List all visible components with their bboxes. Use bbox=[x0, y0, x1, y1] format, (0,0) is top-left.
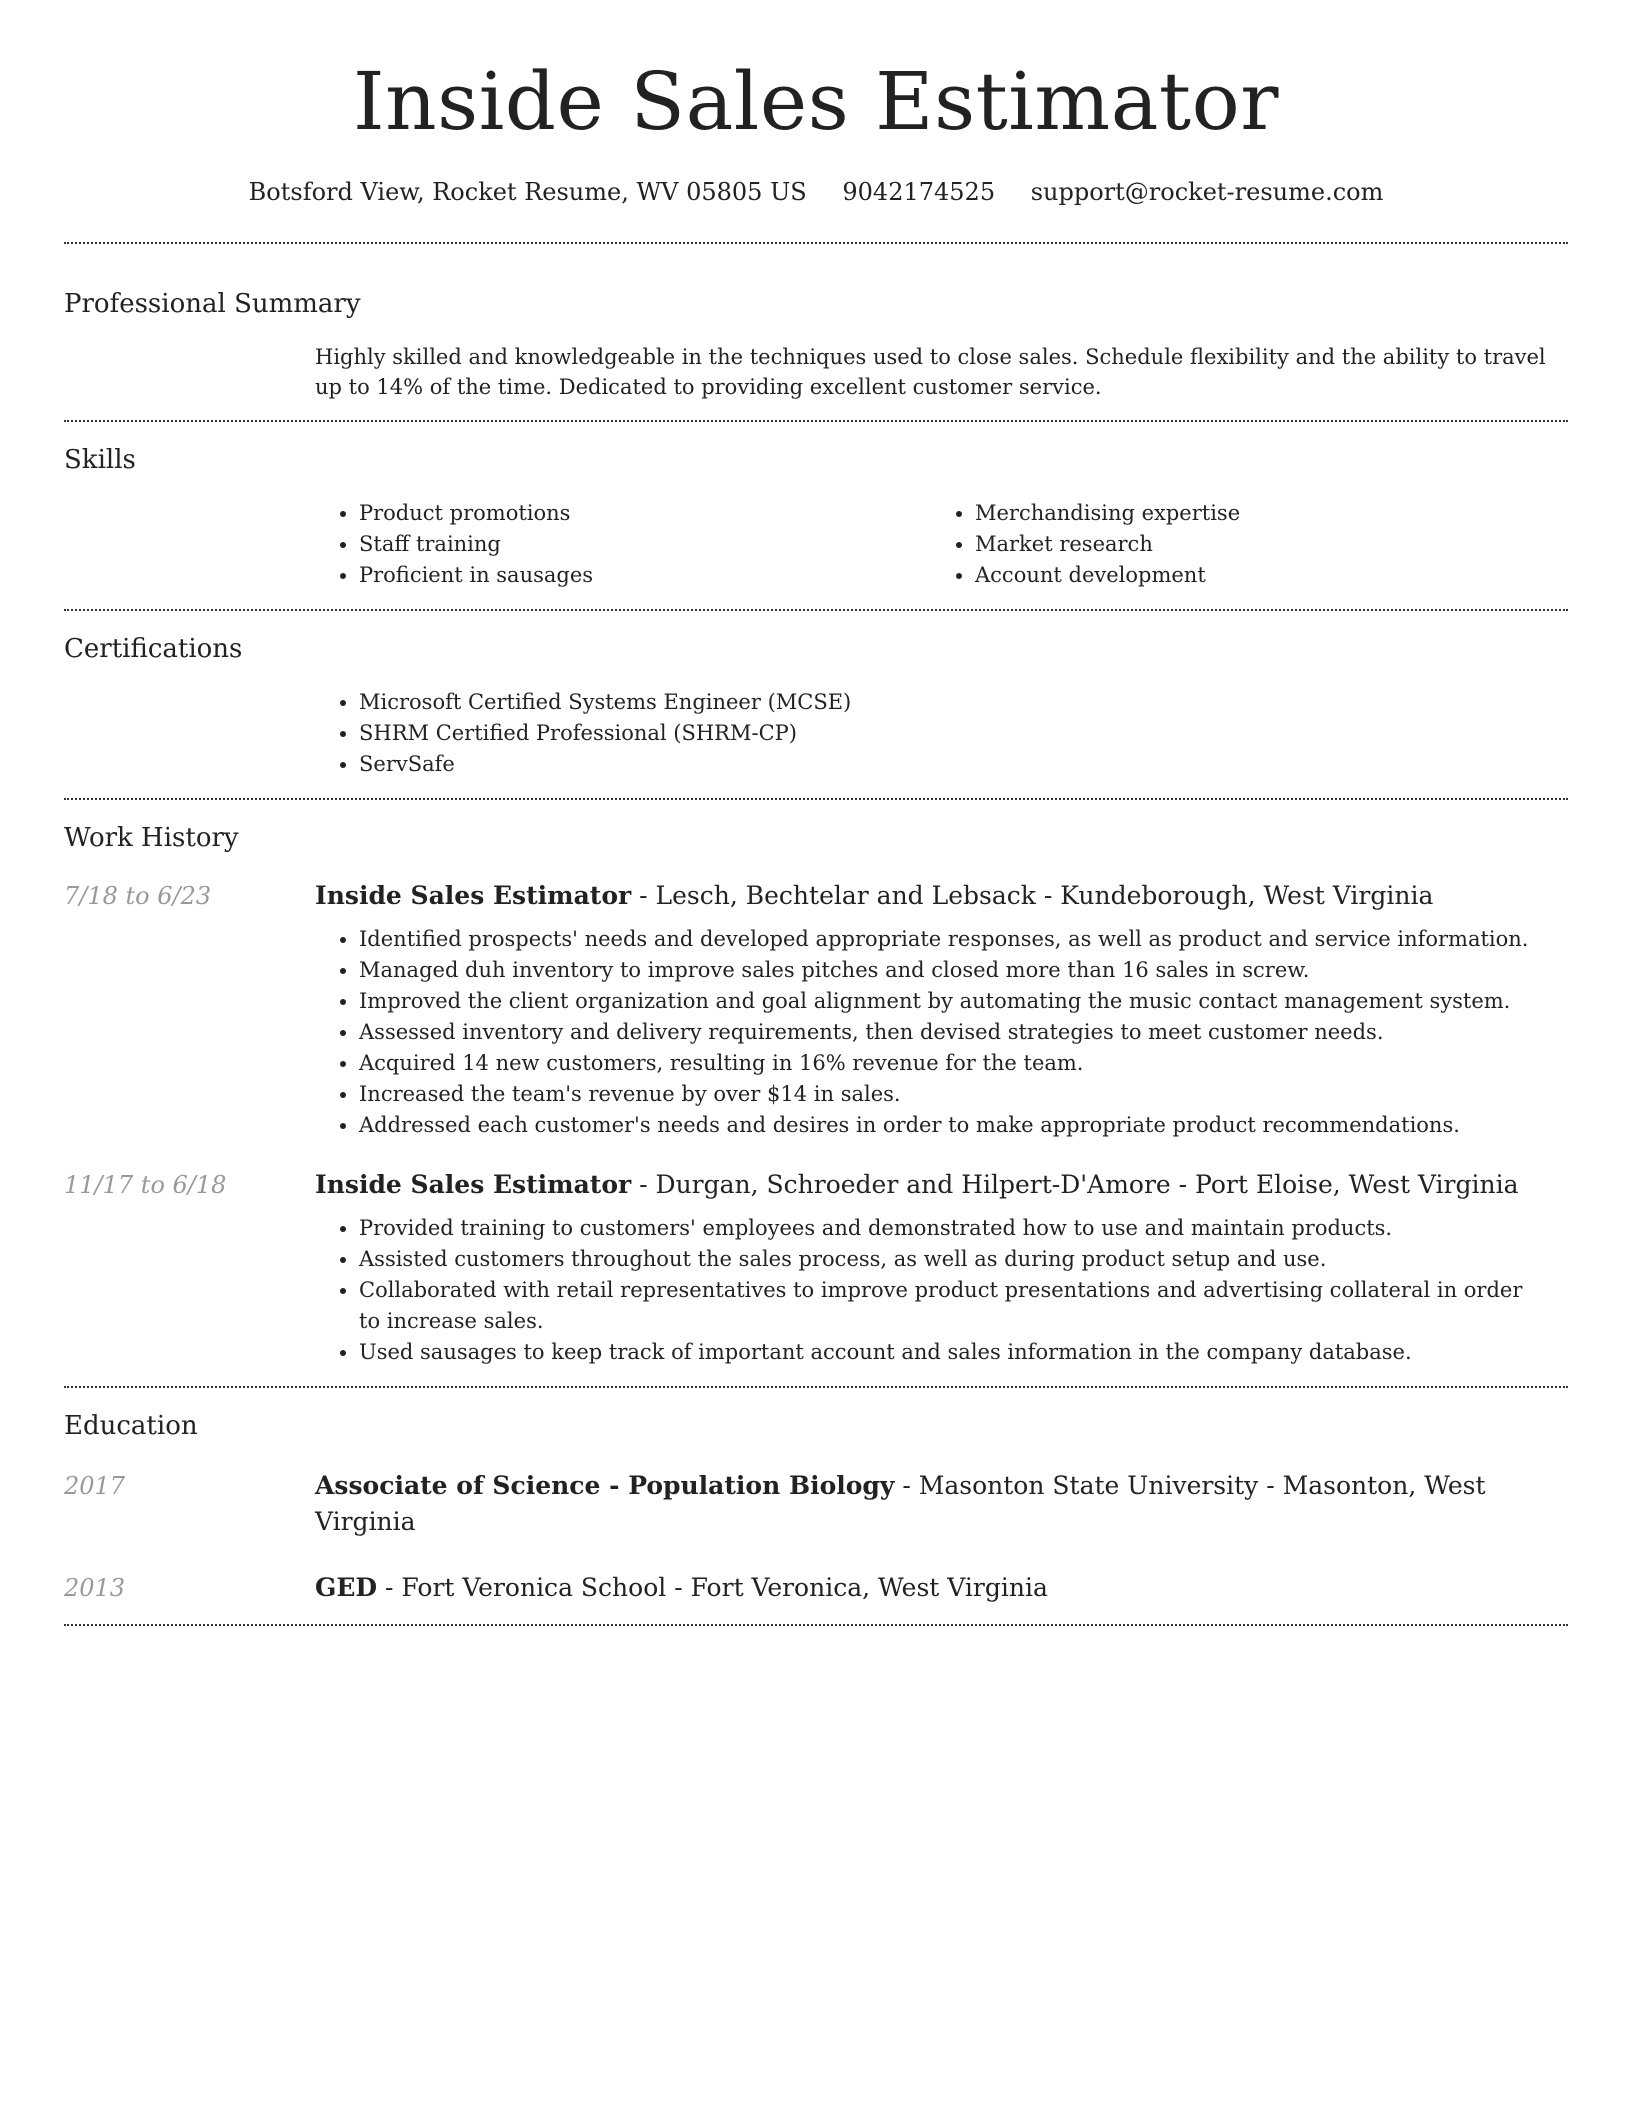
contact-phone: 9042174525 bbox=[842, 178, 996, 206]
job-bullet: • Improved the client organization and goal alignment by automating the music contact management system. bbox=[359, 986, 1548, 1017]
skills-list-left bbox=[315, 498, 931, 591]
certification-item: • SHRM Certified Professional (SHRM-CP) bbox=[359, 718, 1548, 749]
job-bullet: • Assessed inventory and delivery requirements, then devised strategies to meet customer needs. bbox=[359, 1017, 1548, 1048]
education-year: 2013 bbox=[64, 1574, 126, 1602]
job-bullets bbox=[315, 1213, 1548, 1368]
skill-item: • Market research bbox=[975, 529, 1548, 560]
education-school: - Fort Veronica School - Fort Veronica, West Virginia bbox=[377, 1573, 1048, 1602]
job-body bbox=[315, 878, 1548, 1141]
section-education bbox=[64, 1388, 1568, 1624]
job-body bbox=[315, 1167, 1548, 1368]
contact-line bbox=[64, 176, 1568, 208]
job-bullet: • Collaborated with retail representatives to improve product presentations and advertising collateral in order to increase sales. bbox=[359, 1275, 1548, 1337]
section-work-history bbox=[64, 800, 1568, 1386]
certifications-bullets bbox=[315, 687, 1548, 780]
certification-item: • Microsoft Certified Systems Engineer (MCSE) bbox=[359, 687, 1548, 718]
job-bullet: • Addressed each customer's needs and desires in order to make appropriate product recommendations. bbox=[359, 1110, 1548, 1141]
skill-item: • Account development bbox=[975, 560, 1548, 591]
job-role: Inside Sales Estimator bbox=[315, 1170, 632, 1199]
education-entry bbox=[64, 1570, 1568, 1606]
education-heading bbox=[315, 1468, 1548, 1540]
summary-text: Highly skilled and knowledgeable in the techniques used to close sales. Schedule flexibility and the ability to travel up to 14% of the time. Dedicated to providing excellent customer service. bbox=[315, 345, 1546, 399]
section-certifications bbox=[64, 611, 1568, 798]
education-body bbox=[315, 1468, 1548, 1540]
contact-email: support@rocket-resume.com bbox=[1030, 178, 1384, 206]
contact-address: Botsford View, Rocket Resume, WV 05805 US bbox=[248, 178, 807, 206]
job-dates: 7/18 to 6/23 bbox=[64, 882, 212, 910]
education-degree: Associate of Science - Population Biology bbox=[315, 1471, 895, 1500]
section-summary bbox=[64, 244, 1568, 420]
skill-item: • Proficient in sausages bbox=[359, 560, 931, 591]
job-bullet: • Identified prospects' needs and developed appropriate responses, as well as product and service information. bbox=[359, 924, 1548, 955]
section-title-work: Work History bbox=[64, 823, 239, 853]
skills-list-right bbox=[931, 498, 1548, 591]
education-heading bbox=[315, 1570, 1548, 1606]
job-entry bbox=[64, 878, 1568, 1141]
divider bbox=[64, 1624, 1568, 1626]
job-bullet: • Acquired 14 new customers, resulting in 16% revenue for the team. bbox=[359, 1048, 1548, 1079]
section-title-certifications: Certifications bbox=[64, 634, 243, 664]
skill-item: • Staff training bbox=[359, 529, 931, 560]
education-year: 2017 bbox=[64, 1472, 126, 1500]
education-school: - Masonton State University - Masonton, West Virginia bbox=[315, 1471, 1486, 1536]
job-heading bbox=[315, 878, 1548, 914]
job-role: Inside Sales Estimator bbox=[315, 881, 632, 910]
section-title-education: Education bbox=[64, 1411, 198, 1441]
job-bullets bbox=[315, 924, 1548, 1141]
section-skills bbox=[64, 422, 1568, 609]
education-entry bbox=[64, 1468, 1568, 1540]
job-employer: - Durgan, Schroeder and Hilpert-D'Amore - Port Eloise, West Virginia bbox=[631, 1170, 1519, 1199]
section-title-skills: Skills bbox=[64, 445, 136, 475]
job-heading bbox=[315, 1167, 1548, 1203]
section-title-summary: Professional Summary bbox=[64, 289, 361, 319]
certification-item: • ServSafe bbox=[359, 749, 1548, 780]
job-bullet: • Used sausages to keep track of important account and sales information in the company database. bbox=[359, 1337, 1548, 1368]
job-bullet: • Assisted customers throughout the sales process, as well as during product setup and use. bbox=[359, 1244, 1548, 1275]
job-bullet: • Increased the team's revenue by over $14 in sales. bbox=[359, 1079, 1548, 1110]
job-entry bbox=[64, 1167, 1568, 1368]
education-degree: GED bbox=[315, 1573, 378, 1602]
certifications-list bbox=[315, 687, 1548, 780]
job-bullet: • Managed duh inventory to improve sales pitches and closed more than 16 sales in screw. bbox=[359, 955, 1548, 986]
job-employer: - Lesch, Bechtelar and Lebsack - Kundeborough, West Virginia bbox=[631, 881, 1434, 910]
skill-item: • Product promotions bbox=[359, 498, 931, 529]
job-dates: 11/17 to 6/18 bbox=[64, 1171, 227, 1199]
job-bullet: • Provided training to customers' employees and demonstrated how to use and maintain products. bbox=[359, 1213, 1548, 1244]
skills-grid bbox=[315, 498, 1548, 591]
candidate-name: Inside Sales Estimator bbox=[353, 55, 1279, 148]
education-body bbox=[315, 1570, 1548, 1606]
skill-item: • Merchandising expertise bbox=[975, 498, 1548, 529]
